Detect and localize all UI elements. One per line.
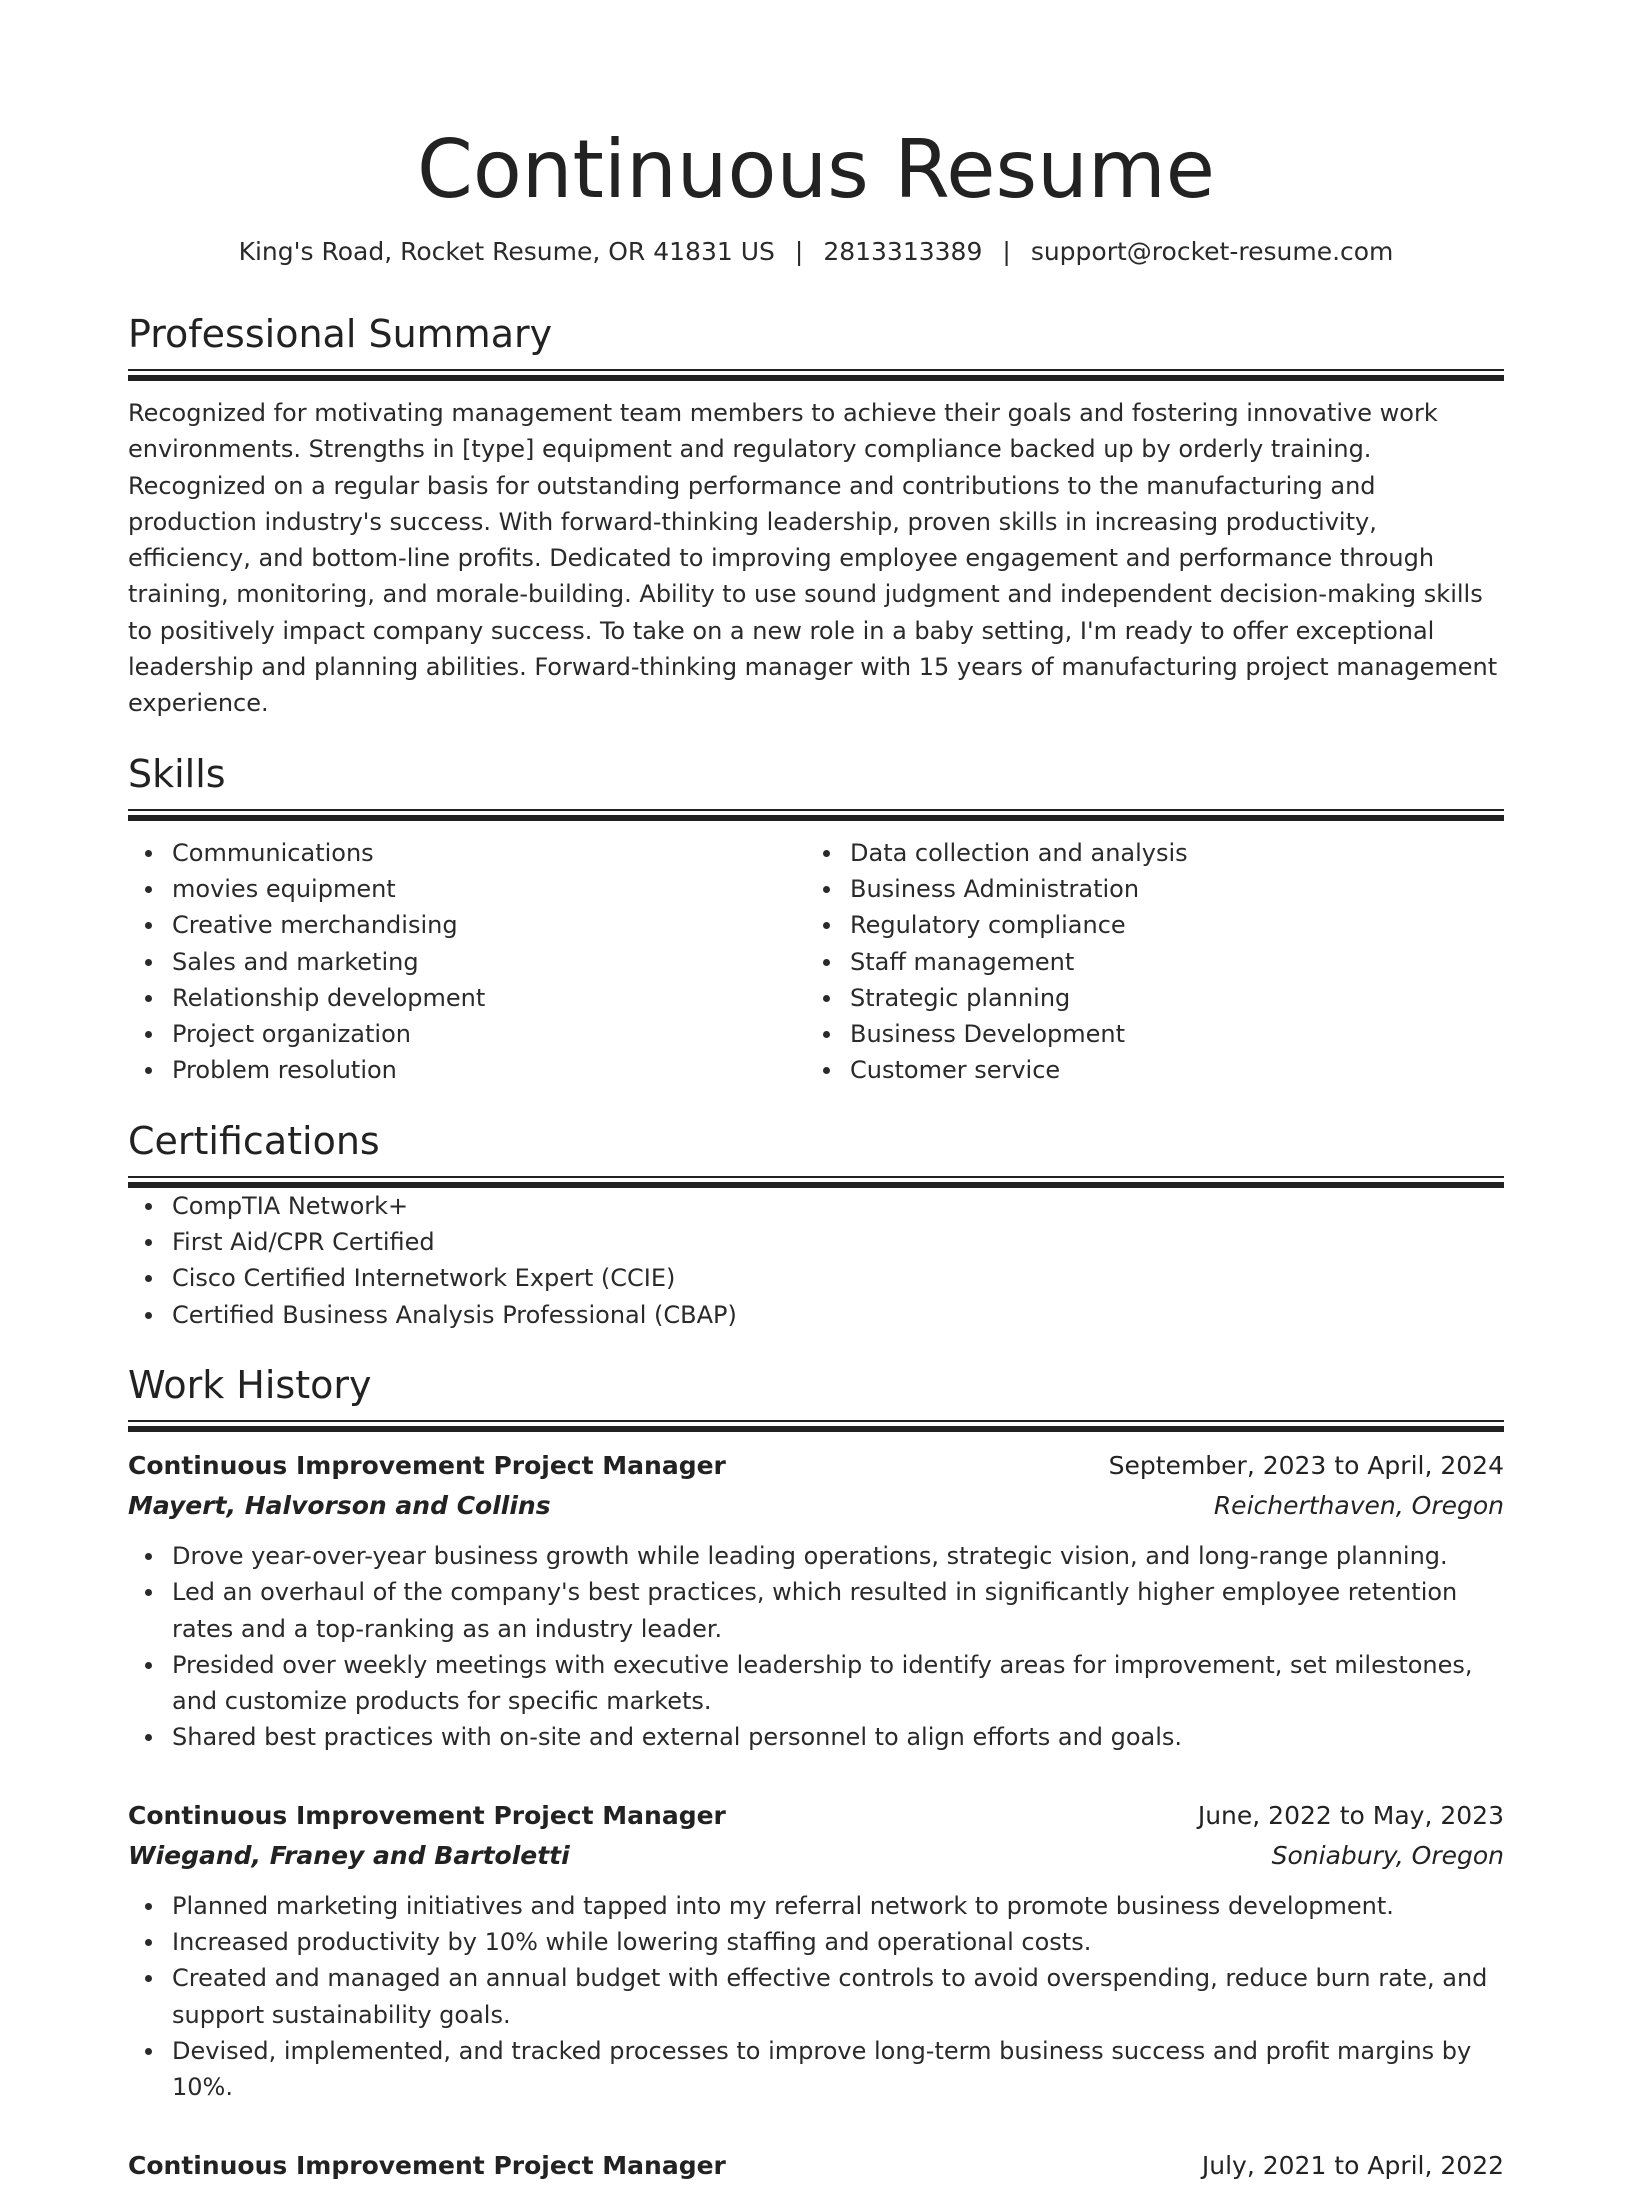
certification-item: Certified Business Analysis Professional (CBAP) (172, 1297, 1504, 1333)
skills-column-right (806, 835, 1484, 1089)
certification-item: CompTIA Network+ (172, 1188, 1504, 1224)
certification-item: First Aid/CPR Certified (172, 1224, 1504, 1260)
summary-text: Recognized for motivating management team members to achieve their goals and fostering innovative work environments. Strengths in [type] equipment and regulatory compliance backed up by orderly training. Recognized on a regular basis for outstanding performance and contributions to the manufacturing and production industry's success. With forward-thinking leadership, proven skills in increasing productivity, efficiency, and bottom-line profits. Dedicated to improving employee engagement and performance through training, monitoring, and morale-building. Ability to use sound judgment and independent decision-making skills to positively impact company success. To take on a new role in a baby setting, I'm ready to offer exceptional leadership and planning abilities. Forward-thinking manager with 15 years of manufacturing project management experience. (128, 399, 1498, 718)
job-title: Continuous Improvement Project Manager (128, 1450, 726, 1480)
job-entry (128, 1796, 1504, 2106)
job-header-row (128, 1446, 1504, 1486)
certifications-section (128, 1116, 1504, 1333)
contact-phone: 2813313389 (823, 237, 983, 266)
skills-grid (128, 835, 1504, 1089)
job-bullet: Planned marketing initiatives and tapped into my referral network to promote business development. (172, 1888, 1504, 1924)
job-bullet: Shared best practices with on-site and external personnel to align efforts and goals. (172, 1719, 1504, 1755)
job-entry (128, 1446, 1504, 1756)
skill-item: Strategic planning (850, 980, 1484, 1016)
certifications-list (128, 1188, 1504, 1333)
skill-item: Data collection and analysis (850, 835, 1484, 871)
skill-item: Creative merchandising (172, 907, 806, 943)
skill-item: Business Development (850, 1016, 1484, 1052)
job-company: Wiegand, Franey and Bartoletti (128, 1840, 570, 1870)
section-divider (128, 809, 1504, 821)
job-bullet: Devised, implemented, and tracked processes to improve long-term business success and profit margins by 10%. (172, 2033, 1504, 2106)
skill-item: Project organization (172, 1016, 806, 1052)
skill-item: movies equipment (172, 871, 806, 907)
skill-item: Staff management (850, 944, 1484, 980)
job-title: Continuous Improvement Project Manager (128, 1800, 726, 1830)
job-header-row (128, 1796, 1504, 1836)
skill-item: Communications (172, 835, 806, 871)
skill-item: Problem resolution (172, 1052, 806, 1088)
section-title-summary: Professional Summary (128, 312, 553, 356)
job-company: Mayert, Halvorson and Collins (128, 1490, 551, 1520)
job-dates: September, 2023 to April, 2024 (1108, 1450, 1504, 1480)
skills-list-left (128, 835, 806, 1089)
summary-section (128, 309, 1504, 722)
job-bullet: Presided over weekly meetings with executive leadership to identify areas for improvement, set milestones, and customize products for specific markets. (172, 1647, 1504, 1720)
section-title-work-history: Work History (128, 1362, 372, 1407)
contact-line (128, 235, 1504, 269)
work-history-section (128, 1360, 1504, 2186)
job-location: Reicherthaven, Oregon (1213, 1490, 1504, 1520)
skills-list-right (806, 835, 1484, 1089)
skills-section (128, 749, 1504, 1089)
resume-name: Continuous Resume (416, 123, 1215, 216)
skill-item: Customer service (850, 1052, 1484, 1088)
job-header-row (128, 2146, 1504, 2186)
skill-item: Regulatory compliance (850, 907, 1484, 943)
job-bullet: Led an overhaul of the company's best practices, which resulted in significantly higher employee retention rates and a top-ranking as an industry leader. (172, 1574, 1504, 1647)
skill-item: Sales and marketing (172, 944, 806, 980)
contact-separator: | (794, 237, 804, 266)
contact-address: King's Road, Rocket Resume, OR 41831 US (238, 237, 775, 266)
job-bullets (128, 1538, 1504, 1756)
section-title-skills: Skills (128, 751, 226, 796)
section-divider (128, 369, 1504, 381)
job-location: Soniabury, Oregon (1271, 1840, 1504, 1870)
section-divider (128, 1420, 1504, 1432)
job-title: Continuous Improvement Project Manager (128, 2150, 726, 2180)
section-divider (128, 1176, 1504, 1188)
contact-email: support@rocket-resume.com (1030, 237, 1394, 266)
job-bullet: Drove year-over-year business growth while leading operations, strategic vision, and long-range planning. (172, 1538, 1504, 1574)
job-company-row (128, 1836, 1504, 1876)
job-bullets (128, 1888, 1504, 2106)
resume-page (128, 0, 1504, 2186)
job-entry (128, 2146, 1504, 2186)
job-bullet: Increased productivity by 10% while lowering staffing and operational costs. (172, 1924, 1504, 1960)
contact-separator: | (1002, 237, 1011, 266)
job-dates: June, 2022 to May, 2023 (1197, 1800, 1504, 1830)
skill-item: Business Administration (850, 871, 1484, 907)
job-company-row (128, 1486, 1504, 1526)
skills-column-left (128, 835, 806, 1089)
job-dates: July, 2021 to April, 2022 (1201, 2150, 1504, 2180)
skill-item: Relationship development (172, 980, 806, 1016)
certification-item: Cisco Certified Internetwork Expert (CCIE) (172, 1260, 1504, 1296)
job-bullet: Created and managed an annual budget with effective controls to avoid overspending, reduce burn rate, and support sustainability goals. (172, 1960, 1504, 2033)
section-title-certifications: Certifications (128, 1118, 380, 1163)
